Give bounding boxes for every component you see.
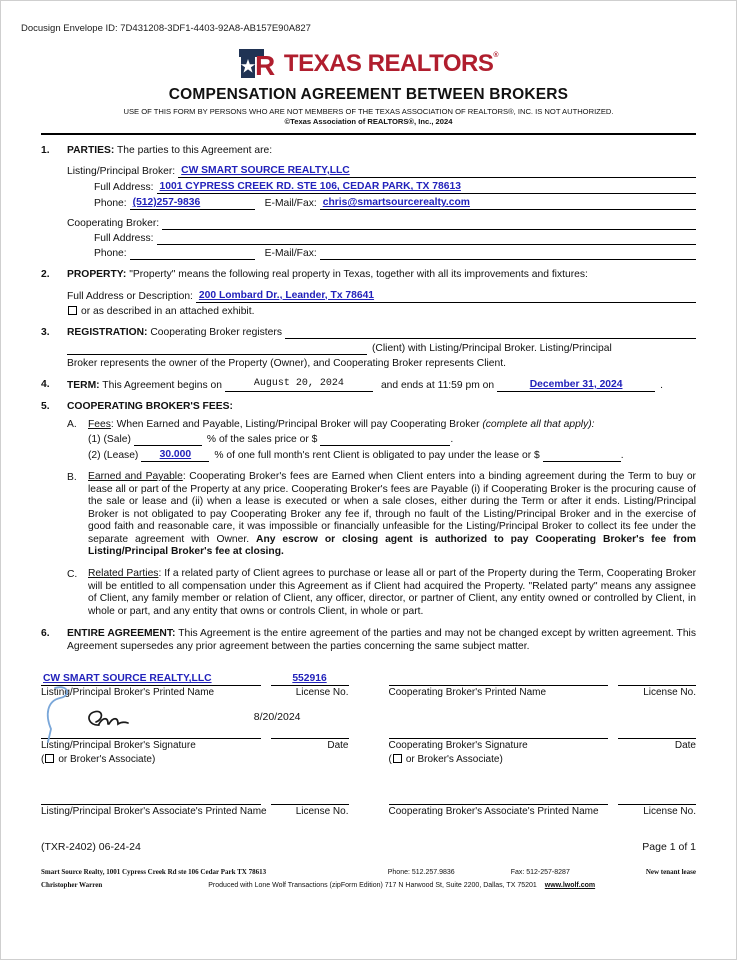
listing-printed-name-labels: [41, 686, 349, 700]
listing-associate-option: ( or Broker's Associate): [41, 753, 156, 765]
coop-date-label: Date: [674, 739, 696, 751]
registration-client-field2[interactable]: [67, 342, 367, 355]
fees-c-paragraph: Related Parties: If a related party of Client agrees to purchase or lease all or part of the Property during the Term, Cooperating Broker will be entitled to all compensation under this Agreement as if Client had acquired the Property. "Related party" means any assignee of Client, any family member or relation of Client, any officer, director, or partner of Client, any entity owned or controlled by Client, in whole or part, and any entity that owns or controls Client, in whole or part.: [88, 567, 696, 617]
fees-a: [67, 418, 696, 462]
page-number: Page 1 of 1: [642, 841, 696, 854]
fees-lease-amount-field[interactable]: [543, 449, 621, 462]
coop-associate-license-label: License No.: [643, 806, 696, 818]
listing-associate-checkbox[interactable]: [45, 754, 54, 763]
listing-phone-label: Phone:: [94, 198, 127, 210]
listing-broker-name-field[interactable]: [178, 164, 696, 178]
listing-email-label: E-Mail/Fax:: [264, 198, 317, 210]
listing-date-field[interactable]: [271, 738, 349, 739]
exhibit-row: [67, 305, 696, 318]
coop-address-field[interactable]: [157, 232, 696, 245]
section-number: 4.: [41, 378, 50, 390]
footer-lwolf-link[interactable]: www.lwolf.com: [544, 882, 596, 890]
section-parties: [41, 144, 696, 260]
listing-signature-date-value: 8/20/2024: [253, 710, 301, 723]
listing-broker-row: [67, 164, 696, 178]
exhibit-checkbox[interactable]: [68, 306, 77, 315]
signature-block: [41, 671, 696, 819]
listing-associate-labels: [41, 805, 349, 819]
listing-license-label: License No.: [295, 687, 349, 699]
listing-phone-row: [94, 196, 696, 210]
fees-heading: COOPERATING BROKER'S FEES:: [67, 400, 233, 412]
listing-associate-license-field[interactable]: [271, 804, 349, 805]
coop-associate-checkbox[interactable]: [393, 754, 402, 763]
footer-agent-name: Christopher Warren: [41, 881, 103, 890]
section-number: 1.: [41, 145, 50, 157]
texas-realtors-logo-icon: [239, 49, 277, 79]
document-subtitle: USE OF THIS FORM BY PERSONS WHO ARE NOT MEMBERS OF THE TEXAS ASSOCIATION OF REALTORS®, INC. IS NOT AUTHORIZED.: [123, 106, 614, 116]
listing-signature-label: Listing/Principal Broker's Signature: [41, 739, 196, 751]
coop-associate-label: or Broker's Associate): [405, 753, 503, 765]
footer-produced-text: Produced with Lone Wolf Transactions (zipForm Edition) 717 N Harwood St, Suite 2200, Dallas, TX 75201: [208, 882, 537, 890]
property-address-label: Full Address or Description:: [67, 290, 193, 302]
property-heading: PROPERTY: "Property" means the following real property in Texas, together with all its improvements and fixtures:: [67, 269, 588, 281]
fees-sale-label: (1) (Sale): [88, 434, 131, 446]
section-fees: [41, 400, 696, 618]
brand-name: TEXAS REALTORS®: [283, 50, 499, 78]
coop-signature-label: Cooperating Broker's Signature: [388, 739, 528, 751]
section-entire-agreement: [41, 627, 696, 653]
coop-phone-field[interactable]: [130, 247, 255, 260]
coop-phone-label: Phone:: [94, 248, 127, 260]
fees-c-letter: C.: [67, 568, 78, 580]
section-number: 6.: [41, 628, 50, 640]
listing-associate-printed-row: [41, 790, 349, 805]
listing-printed-name-field[interactable]: [41, 672, 261, 686]
fees-sale-percent-field[interactable]: [134, 433, 202, 446]
registration-client-field[interactable]: [285, 326, 696, 339]
section-number: 2.: [41, 269, 50, 281]
coop-email-label: E-Mail/Fax:: [264, 248, 317, 260]
listing-phone-field[interactable]: [130, 196, 255, 210]
listing-date-label: Date: [327, 739, 349, 751]
listing-license-field[interactable]: [271, 672, 349, 686]
coop-address-row: [94, 232, 696, 245]
term-begin-date-value: August 20, 2024: [253, 378, 344, 390]
listing-address-field[interactable]: [157, 180, 696, 194]
coop-address-label: Full Address:: [94, 233, 154, 245]
fees-a-letter: A.: [67, 418, 77, 430]
listing-printed-name-value: CW SMART SOURCE REALTY,LLC: [43, 673, 212, 685]
fees-lease-period: .: [620, 450, 624, 462]
section-property: [41, 268, 696, 317]
coop-associate-option: ( or Broker's Associate): [388, 753, 503, 765]
term-begin-date-field[interactable]: [225, 378, 373, 392]
property-address-field[interactable]: [196, 289, 696, 303]
term-before-text: This Agreement begins on: [102, 379, 222, 391]
zipform-footer: [41, 868, 696, 891]
fees-b-letter: B.: [67, 472, 77, 484]
listing-address-row: [94, 180, 696, 194]
coop-associate-printed-field[interactable]: [389, 804, 609, 805]
coop-broker-name-field[interactable]: [162, 217, 696, 230]
entire-agreement-paragraph: ENTIRE AGREEMENT: This Agreement is the entire agreement of the parties and may not be changed except by written agreement. This Agreement supersedes any prior agreement between the parties concerning the same subject matter.: [67, 628, 696, 653]
term-mid-text: and ends at 11:59 pm on: [380, 379, 495, 391]
listing-broker-label: Listing/Principal Broker:: [67, 166, 176, 178]
registration-line2: [67, 342, 696, 355]
texas-realtors-logo: [41, 49, 696, 79]
property-address-row: [67, 289, 696, 303]
coop-associate-labels: [389, 805, 697, 819]
coop-signature-labels: [389, 739, 697, 753]
form-code: (TXR-2402) 06-24-24: [41, 841, 141, 854]
coop-license-field[interactable]: [618, 685, 696, 686]
exhibit-label: or as described in an attached exhibit.: [81, 305, 255, 317]
coop-email-field[interactable]: [320, 247, 696, 260]
listing-email-field[interactable]: [320, 196, 696, 210]
listing-associate-printed-field[interactable]: [41, 804, 261, 805]
coop-signature-field[interactable]: [389, 738, 609, 739]
coop-broker-label: Cooperating Broker:: [67, 218, 160, 230]
term-period: .: [660, 379, 663, 391]
footer-fax: Fax: 512-257-8287: [510, 869, 570, 877]
coop-printed-name-labels: [389, 686, 697, 700]
fees-lease-label: (2) (Lease): [88, 450, 139, 462]
listing-address-label: Full Address:: [94, 182, 154, 194]
fees-lease-percent-field[interactable]: [141, 448, 209, 462]
document-copyright: ©Texas Association of REALTORS®, Inc., 2024: [284, 117, 453, 127]
registration-lead: Cooperating Broker registers: [150, 326, 282, 338]
term-title: TERM:: [67, 379, 100, 391]
docusign-envelope-id: Docusign Envelope ID: 7D431208-3DF1-4403-92A8-AB157E90A827: [21, 23, 311, 34]
fees-sale-amount-field[interactable]: [320, 433, 450, 446]
footer-file-tag: New tenant lease: [645, 868, 696, 877]
fees-c: [67, 568, 696, 618]
coop-printed-name-row: [389, 671, 697, 686]
section-registration: [41, 326, 696, 370]
coop-license-label: License No.: [643, 687, 696, 699]
listing-signature-labels: [41, 739, 349, 753]
listing-associate-printed-label: Listing/Principal Broker's Associate's Printed Name: [41, 806, 267, 818]
listing-license-value: 552916: [292, 673, 327, 685]
coop-associate-printed-label: Cooperating Broker's Associate's Printed Name: [388, 806, 599, 818]
listing-address-value: 1001 CYPRESS CREEK RD. STE 106, CEDAR PARK, TX 78613: [159, 181, 461, 193]
coop-broker-row: [67, 217, 696, 230]
registration-line1: [67, 326, 696, 339]
listing-broker-signature-column: [41, 671, 349, 819]
term-end-date-value: December 31, 2024: [529, 378, 623, 390]
parties-heading: PARTIES: The parties to this Agreement are:: [67, 145, 273, 157]
footer-phone: Phone: 512.257.9836: [387, 869, 455, 877]
fees-b: [67, 471, 696, 559]
section-number: 5.: [41, 400, 50, 412]
coop-phone-row: [94, 247, 696, 260]
header-divider: [41, 133, 696, 135]
registration-line2-text: (Client) with Listing/Principal Broker. Listing/Principal: [372, 342, 612, 354]
listing-email-value: chris@smartsourcerealty.com: [322, 197, 470, 209]
fees-a-intro: Fees: When Earned and Payable, Listing/Principal Broker will pay Cooperating Broker (complete all that apply):: [88, 418, 595, 430]
listing-broker-name-value: CW SMART SOURCE REALTY,LLC: [181, 165, 350, 177]
listing-printed-name-label: Listing/Principal Broker's Printed Name: [41, 687, 215, 699]
section-term: [41, 378, 696, 392]
listing-associate-label: or Broker's Associate): [58, 753, 156, 765]
term-end-date-field[interactable]: [497, 378, 655, 392]
listing-phone-value: (512)257-9836: [132, 197, 201, 209]
coop-date-field[interactable]: [618, 738, 696, 739]
footer-office-address: Smart Source Realty, 1001 Cypress Creek Rd ste 106 Cedar Park TX 78613: [41, 868, 267, 877]
coop-printed-name-label: Cooperating Broker's Printed Name: [388, 687, 547, 699]
coop-printed-name-field[interactable]: [389, 685, 609, 686]
fees-sale-period: .: [450, 434, 454, 446]
fees-sale-line: [88, 433, 696, 446]
listing-printed-name-row: [41, 671, 349, 686]
fees-lease-mid-text: % of one full month's rent Client is obligated to pay under the lease or $: [214, 450, 540, 462]
listing-associate-license-label: License No.: [295, 806, 349, 818]
footer-form-code-row: [41, 841, 696, 854]
fees-lease-line: [88, 448, 696, 462]
registration-title: REGISTRATION:: [67, 326, 148, 338]
fees-lease-percent-value: 30.000: [159, 449, 192, 461]
fees-sale-mid-text: % of the sales price or $: [206, 434, 318, 446]
coop-broker-signature-column: [389, 671, 697, 819]
document-title: COMPENSATION AGREEMENT BETWEEN BROKERS: [168, 86, 569, 104]
listing-signature-row: [41, 710, 349, 739]
coop-associate-license-field[interactable]: [618, 804, 696, 805]
fees-b-paragraph: Earned and Payable: Cooperating Broker's fees are Earned when Client enters into a binding agreement during the Term to buy or lease all or part of the Property at any price. Cooperating Broker's fees are Payable (i) if Cooperating Broker is the procuring cause of the sale or lease and (ii) when a lease is executed or when a sale closes, either during the Term or after it ends. Listing/Principal Broker is not obligated to pay Cooperating Broker any fee if, through no fault of the Listing/Principal Broker and in the exercise of good faith and reasonable care, it was impossible or financially unfeasible for the Listing/Principal Broker to collect its fee under the separate agreement with Owner. Any escrow or closing agent is authorized to pay Cooperating Broker's fee from Listing/Principal Broker's fee at closing.: [88, 471, 696, 558]
section-number: 3.: [41, 326, 50, 338]
registration-line3-text: Broker represents the owner of the Property (Owner), and Cooperating Broker represents Client.: [67, 357, 506, 369]
property-address-value: 200 Lombard Dr., Leander, Tx 78641: [198, 289, 375, 301]
registered-mark: ®: [493, 52, 499, 60]
coop-signature-row: [389, 724, 697, 739]
svg-text:R: R: [254, 50, 276, 80]
term-line: [67, 378, 696, 392]
listing-signature-field[interactable]: [41, 738, 261, 739]
coop-associate-printed-row: [389, 790, 697, 805]
